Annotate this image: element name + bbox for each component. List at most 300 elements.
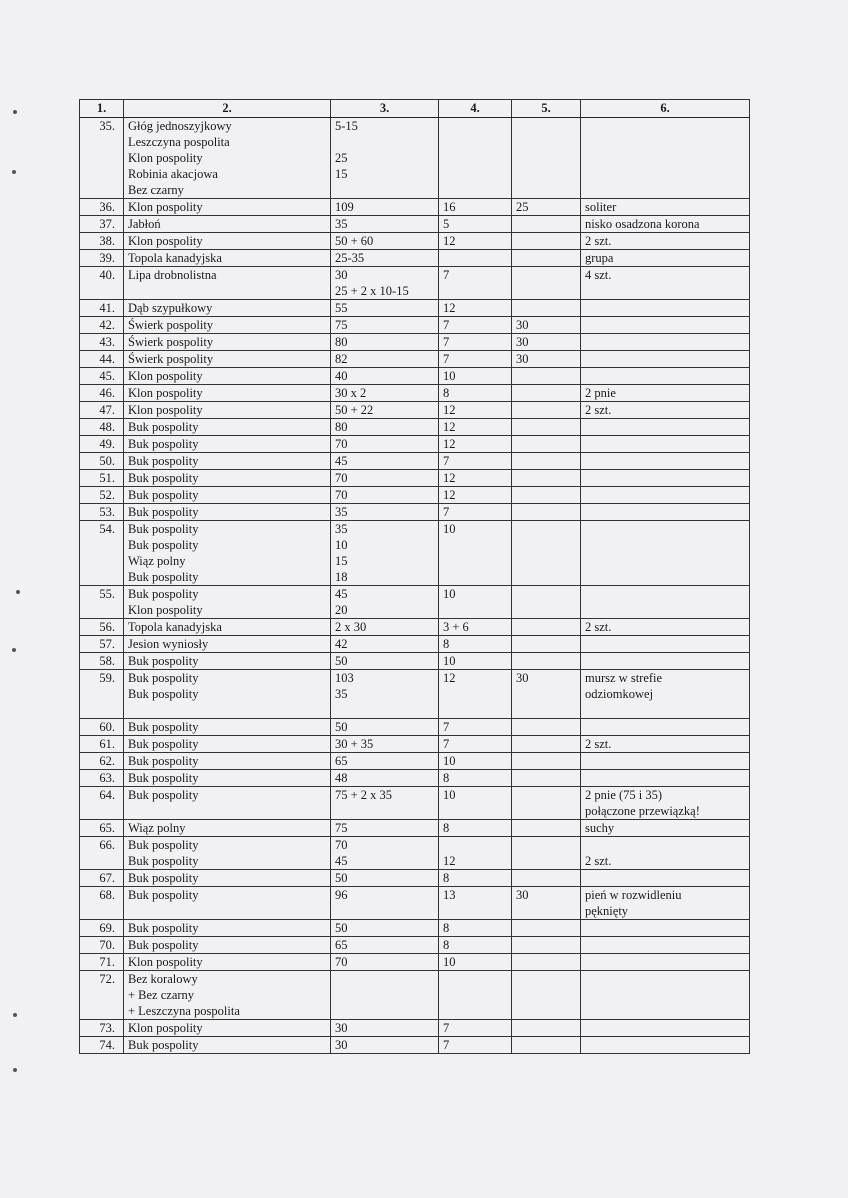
cell-line: 15 [335, 554, 348, 568]
cell-line [516, 504, 576, 520]
cell-line: Klon pospolity [128, 1021, 203, 1035]
cell-line [335, 971, 434, 987]
cell-line [128, 903, 326, 919]
cell-number: 72. [80, 971, 124, 1020]
cell-line [516, 487, 576, 503]
cell-line: 30 [335, 268, 348, 282]
cell-line: Świerk pospolity [128, 318, 214, 332]
cell-col-5 [512, 521, 581, 586]
table-body [80, 118, 750, 1054]
table-row [80, 487, 750, 504]
punch-hole-mark [12, 648, 16, 652]
cell-species [124, 504, 331, 521]
cell-line: 5 [443, 217, 450, 231]
cell-species [124, 653, 331, 670]
punch-hole-mark [12, 170, 16, 174]
cell-line: 7 [443, 335, 450, 349]
cell-col-5 [512, 334, 581, 351]
cell-line: Buk pospolity [128, 921, 199, 935]
cell-species [124, 419, 331, 436]
cell-line: grupa [585, 251, 614, 265]
cell-line: mursz w strefie [585, 671, 663, 685]
cell-line: Buk pospolity [128, 1038, 199, 1052]
cell-number: 45. [80, 368, 124, 385]
cell-col-5 [512, 887, 581, 920]
cell-col-5 [512, 199, 581, 216]
cell-col-4 [439, 753, 512, 770]
cell-species [124, 820, 331, 837]
column-header-4: 4. [439, 100, 512, 118]
cell-line: 70 [335, 471, 348, 485]
cell-line: suchy [585, 821, 615, 835]
cell-col-6 [581, 954, 750, 971]
cell-line [516, 267, 576, 283]
cell-species [124, 385, 331, 402]
cell-species [124, 670, 331, 719]
cell-line: nisko osadzona korona [585, 217, 700, 231]
cell-line: 8 [443, 821, 450, 835]
cell-col-5 [512, 351, 581, 368]
table-row [80, 118, 750, 199]
cell-line: Buk pospolity [128, 654, 199, 668]
cell-line: 25 [335, 151, 348, 165]
cell-col-5 [512, 216, 581, 233]
cell-line: 45 [335, 854, 348, 868]
cell-line [585, 351, 745, 367]
cell-line: 70 [335, 838, 348, 852]
cell-species [124, 267, 331, 300]
cell-col-3 [331, 267, 439, 300]
cell-col-5 [512, 419, 581, 436]
cell-line: 30 + 35 [335, 737, 374, 751]
table-row [80, 920, 750, 937]
cell-col-4 [439, 436, 512, 453]
cell-number: 58. [80, 653, 124, 670]
cell-col-6 [581, 1020, 750, 1037]
table-row [80, 233, 750, 250]
table-row [80, 216, 750, 233]
table-row [80, 317, 750, 334]
cell-line: Klon pospolity [128, 603, 203, 617]
cell-col-5 [512, 436, 581, 453]
cell-line [585, 1037, 745, 1053]
cell-col-5 [512, 770, 581, 787]
cell-number: 67. [80, 870, 124, 887]
cell-line [516, 736, 576, 752]
cell-line: 12 [443, 437, 456, 451]
cell-line: pęknięty [585, 904, 629, 918]
cell-line [585, 719, 745, 735]
cell-number: 62. [80, 753, 124, 770]
cell-number: 70. [80, 937, 124, 954]
cell-number: 44. [80, 351, 124, 368]
cell-line: 7 [443, 454, 450, 468]
cell-line [585, 586, 745, 602]
cell-col-6 [581, 385, 750, 402]
cell-line [585, 118, 745, 134]
cell-line: Wiąz polny [128, 821, 186, 835]
cell-line: Buk pospolity [128, 854, 199, 868]
cell-line: Klon pospolity [128, 369, 203, 383]
cell-line [585, 436, 745, 452]
cell-species [124, 436, 331, 453]
cell-number: 66. [80, 837, 124, 870]
cell-col-5 [512, 820, 581, 837]
cell-line: 45 [335, 587, 348, 601]
cell-line [585, 1020, 745, 1036]
cell-col-5 [512, 317, 581, 334]
cell-line [516, 419, 576, 435]
cell-col-5 [512, 736, 581, 753]
cell-col-5 [512, 870, 581, 887]
cell-line: Buk pospolity [128, 671, 199, 685]
cell-species [124, 787, 331, 820]
cell-col-4 [439, 887, 512, 920]
cell-col-3 [331, 719, 439, 736]
cell-col-4 [439, 820, 512, 837]
cell-line: 8 [443, 871, 450, 885]
cell-col-5 [512, 636, 581, 653]
cell-col-3 [331, 317, 439, 334]
cell-col-5 [512, 920, 581, 937]
cell-line [516, 937, 576, 953]
cell-col-3 [331, 233, 439, 250]
table-row [80, 954, 750, 971]
cell-line: Buk pospolity [128, 538, 199, 552]
cell-species [124, 233, 331, 250]
cell-number: 64. [80, 787, 124, 820]
cell-line: 10 [443, 369, 456, 383]
cell-col-6 [581, 1037, 750, 1054]
cell-line: Leszczyna pospolita [128, 135, 230, 149]
cell-line: 7 [443, 1021, 450, 1035]
cell-col-4 [439, 351, 512, 368]
cell-line [585, 521, 745, 537]
cell-line: 70 [335, 437, 348, 451]
cell-species [124, 317, 331, 334]
table-row [80, 787, 750, 820]
cell-line: Buk pospolity [128, 888, 199, 902]
cell-line: 2 x 30 [335, 620, 367, 634]
table-row [80, 351, 750, 368]
cell-line: 30 [335, 1021, 348, 1035]
cell-col-4 [439, 487, 512, 504]
cell-col-6 [581, 250, 750, 267]
cell-col-5 [512, 1020, 581, 1037]
cell-col-3 [331, 487, 439, 504]
cell-line [585, 636, 745, 652]
cell-line: Buk pospolity [128, 871, 199, 885]
cell-line: 12 [443, 234, 456, 248]
cell-col-4 [439, 619, 512, 636]
cell-line: 75 + 2 x 35 [335, 788, 393, 802]
cell-line: Buk pospolity [128, 420, 199, 434]
cell-col-4 [439, 736, 512, 753]
cell-col-6 [581, 820, 750, 837]
cell-col-3 [331, 636, 439, 653]
cell-line: Klon pospolity [128, 386, 203, 400]
cell-species [124, 453, 331, 470]
cell-col-4 [439, 419, 512, 436]
cell-line: 12 [443, 420, 456, 434]
cell-line [516, 1037, 576, 1053]
cell-line [585, 470, 745, 486]
cell-col-3 [331, 470, 439, 487]
cell-col-5 [512, 470, 581, 487]
cell-col-3 [331, 586, 439, 619]
cell-col-6 [581, 937, 750, 954]
cell-number: 36. [80, 199, 124, 216]
table-row [80, 300, 750, 317]
cell-col-6 [581, 870, 750, 887]
cell-line [516, 402, 576, 418]
cell-species [124, 619, 331, 636]
cell-species [124, 736, 331, 753]
cell-col-4 [439, 233, 512, 250]
cell-line [585, 870, 745, 886]
cell-col-4 [439, 402, 512, 419]
cell-col-4 [439, 971, 512, 1020]
table-row [80, 334, 750, 351]
cell-col-3 [331, 1020, 439, 1037]
cell-col-6 [581, 233, 750, 250]
cell-number: 56. [80, 619, 124, 636]
cell-col-3 [331, 787, 439, 820]
cell-col-6 [581, 199, 750, 216]
cell-col-5 [512, 670, 581, 719]
tree-inventory-table [79, 99, 750, 1054]
table-row [80, 453, 750, 470]
cell-line: 25 + 2 x 10-15 [335, 284, 409, 298]
cell-line: 35 [335, 687, 348, 701]
cell-number: 59. [80, 670, 124, 719]
cell-col-6 [581, 216, 750, 233]
cell-line: 48 [335, 771, 348, 785]
cell-line: 45 [335, 454, 348, 468]
cell-col-5 [512, 385, 581, 402]
cell-number: 61. [80, 736, 124, 753]
cell-species [124, 636, 331, 653]
cell-col-4 [439, 368, 512, 385]
cell-col-4 [439, 267, 512, 300]
cell-line: 35 [335, 505, 348, 519]
cell-number: 51. [80, 470, 124, 487]
cell-line: 7 [443, 318, 450, 332]
cell-line: 10 [443, 654, 456, 668]
cell-line [516, 753, 576, 769]
cell-line: Świerk pospolity [128, 335, 214, 349]
cell-line: 12 [443, 471, 456, 485]
cell-line: 50 [335, 871, 348, 885]
cell-species [124, 937, 331, 954]
cell-line [516, 453, 576, 469]
cell-species [124, 753, 331, 770]
table-row [80, 402, 750, 419]
cell-line: 65 [335, 938, 348, 952]
cell-line [585, 487, 745, 503]
cell-col-6 [581, 504, 750, 521]
cell-line [516, 653, 576, 669]
cell-col-6 [581, 619, 750, 636]
cell-line: 4 szt. [585, 268, 612, 282]
cell-col-6 [581, 368, 750, 385]
table-row [80, 504, 750, 521]
cell-line: soliter [585, 200, 617, 214]
cell-line: 30 [516, 352, 529, 366]
cell-number: 50. [80, 453, 124, 470]
cell-line: Topola kanadyjska [128, 620, 222, 634]
cell-line [128, 702, 326, 718]
cell-line: pień w rozwidleniu [585, 888, 682, 902]
cell-line: 109 [335, 200, 354, 214]
cell-col-4 [439, 787, 512, 820]
cell-col-3 [331, 736, 439, 753]
cell-line [335, 134, 434, 150]
cell-col-3 [331, 770, 439, 787]
punch-hole-mark [13, 1013, 17, 1017]
cell-col-3 [331, 385, 439, 402]
cell-line: 8 [443, 921, 450, 935]
cell-line: 8 [443, 771, 450, 785]
cell-line [585, 419, 745, 435]
cell-line: 12 [443, 301, 456, 315]
cell-line: Głóg jednoszyjkowy [128, 119, 232, 133]
cell-col-5 [512, 1037, 581, 1054]
cell-species [124, 870, 331, 887]
punch-hole-mark [13, 1068, 17, 1072]
cell-line: 35 [335, 522, 348, 536]
cell-line [516, 820, 576, 836]
cell-line [128, 803, 326, 819]
cell-line: 10 [335, 538, 348, 552]
cell-species [124, 920, 331, 937]
cell-species [124, 351, 331, 368]
cell-line: 103 [335, 671, 354, 685]
table-row [80, 736, 750, 753]
cell-col-4 [439, 521, 512, 586]
cell-number: 40. [80, 267, 124, 300]
cell-line: Jabłoń [128, 217, 161, 231]
cell-number: 47. [80, 402, 124, 419]
table-row [80, 419, 750, 436]
cell-species [124, 770, 331, 787]
cell-line: Robinia akacjowa [128, 167, 218, 181]
cell-col-3 [331, 402, 439, 419]
cell-col-4 [439, 1037, 512, 1054]
cell-line: 30 [335, 1038, 348, 1052]
cell-col-5 [512, 504, 581, 521]
cell-number: 57. [80, 636, 124, 653]
cell-line: 40 [335, 369, 348, 383]
cell-col-4 [439, 385, 512, 402]
cell-line: 12 [443, 488, 456, 502]
cell-line: 2 szt. [585, 234, 612, 248]
cell-species [124, 954, 331, 971]
cell-col-5 [512, 954, 581, 971]
cell-col-3 [331, 368, 439, 385]
cell-line: Buk pospolity [128, 788, 199, 802]
cell-col-6 [581, 653, 750, 670]
cell-col-6 [581, 334, 750, 351]
cell-line: 8 [443, 386, 450, 400]
cell-col-5 [512, 267, 581, 300]
cell-line: 30 [516, 318, 529, 332]
cell-number: 41. [80, 300, 124, 317]
cell-species [124, 368, 331, 385]
cell-line: 82 [335, 352, 348, 366]
cell-col-6 [581, 317, 750, 334]
cell-col-4 [439, 216, 512, 233]
cell-col-3 [331, 453, 439, 470]
cell-col-5 [512, 118, 581, 199]
cell-col-5 [512, 300, 581, 317]
cell-line: 75 [335, 318, 348, 332]
cell-col-4 [439, 317, 512, 334]
cell-col-5 [512, 619, 581, 636]
cell-line [585, 368, 745, 384]
cell-species [124, 1037, 331, 1054]
cell-col-3 [331, 954, 439, 971]
cell-line: 2 szt. [585, 403, 612, 417]
table-row [80, 521, 750, 586]
cell-line: Klon pospolity [128, 200, 203, 214]
cell-col-5 [512, 653, 581, 670]
cell-col-4 [439, 118, 512, 199]
cell-number: 35. [80, 118, 124, 199]
cell-species [124, 216, 331, 233]
cell-col-3 [331, 971, 439, 1020]
cell-line: 35 [335, 217, 348, 231]
cell-line [516, 837, 576, 853]
cell-col-6 [581, 920, 750, 937]
cell-col-5 [512, 453, 581, 470]
cell-line: Klon pospolity [128, 403, 203, 417]
cell-line: połączone przewiązką! [585, 804, 700, 818]
cell-line: Buk pospolity [128, 505, 199, 519]
cell-col-6 [581, 402, 750, 419]
cell-line: + Bez czarny [128, 988, 195, 1002]
cell-number: 68. [80, 887, 124, 920]
cell-line: 12 [443, 403, 456, 417]
cell-line: Klon pospolity [128, 955, 203, 969]
cell-col-3 [331, 887, 439, 920]
cell-col-4 [439, 250, 512, 267]
table-row [80, 436, 750, 453]
cell-line [516, 470, 576, 486]
cell-col-3 [331, 870, 439, 887]
cell-col-6 [581, 487, 750, 504]
cell-line: 13 [443, 888, 456, 902]
cell-col-6 [581, 470, 750, 487]
cell-line [443, 971, 507, 987]
cell-line: Klon pospolity [128, 151, 203, 165]
cell-line: 2 szt. [585, 737, 612, 751]
cell-col-4 [439, 954, 512, 971]
cell-col-6 [581, 719, 750, 736]
cell-line: Wiąz polny [128, 554, 186, 568]
cell-line [585, 334, 745, 350]
cell-line: 7 [443, 737, 450, 751]
table-row [80, 719, 750, 736]
cell-line [585, 971, 745, 987]
cell-species [124, 1020, 331, 1037]
cell-col-4 [439, 920, 512, 937]
cell-col-6 [581, 351, 750, 368]
cell-line: 50 [335, 654, 348, 668]
cell-col-3 [331, 820, 439, 837]
cell-line: Buk pospolity [128, 522, 199, 536]
cell-line: 10 [443, 587, 456, 601]
